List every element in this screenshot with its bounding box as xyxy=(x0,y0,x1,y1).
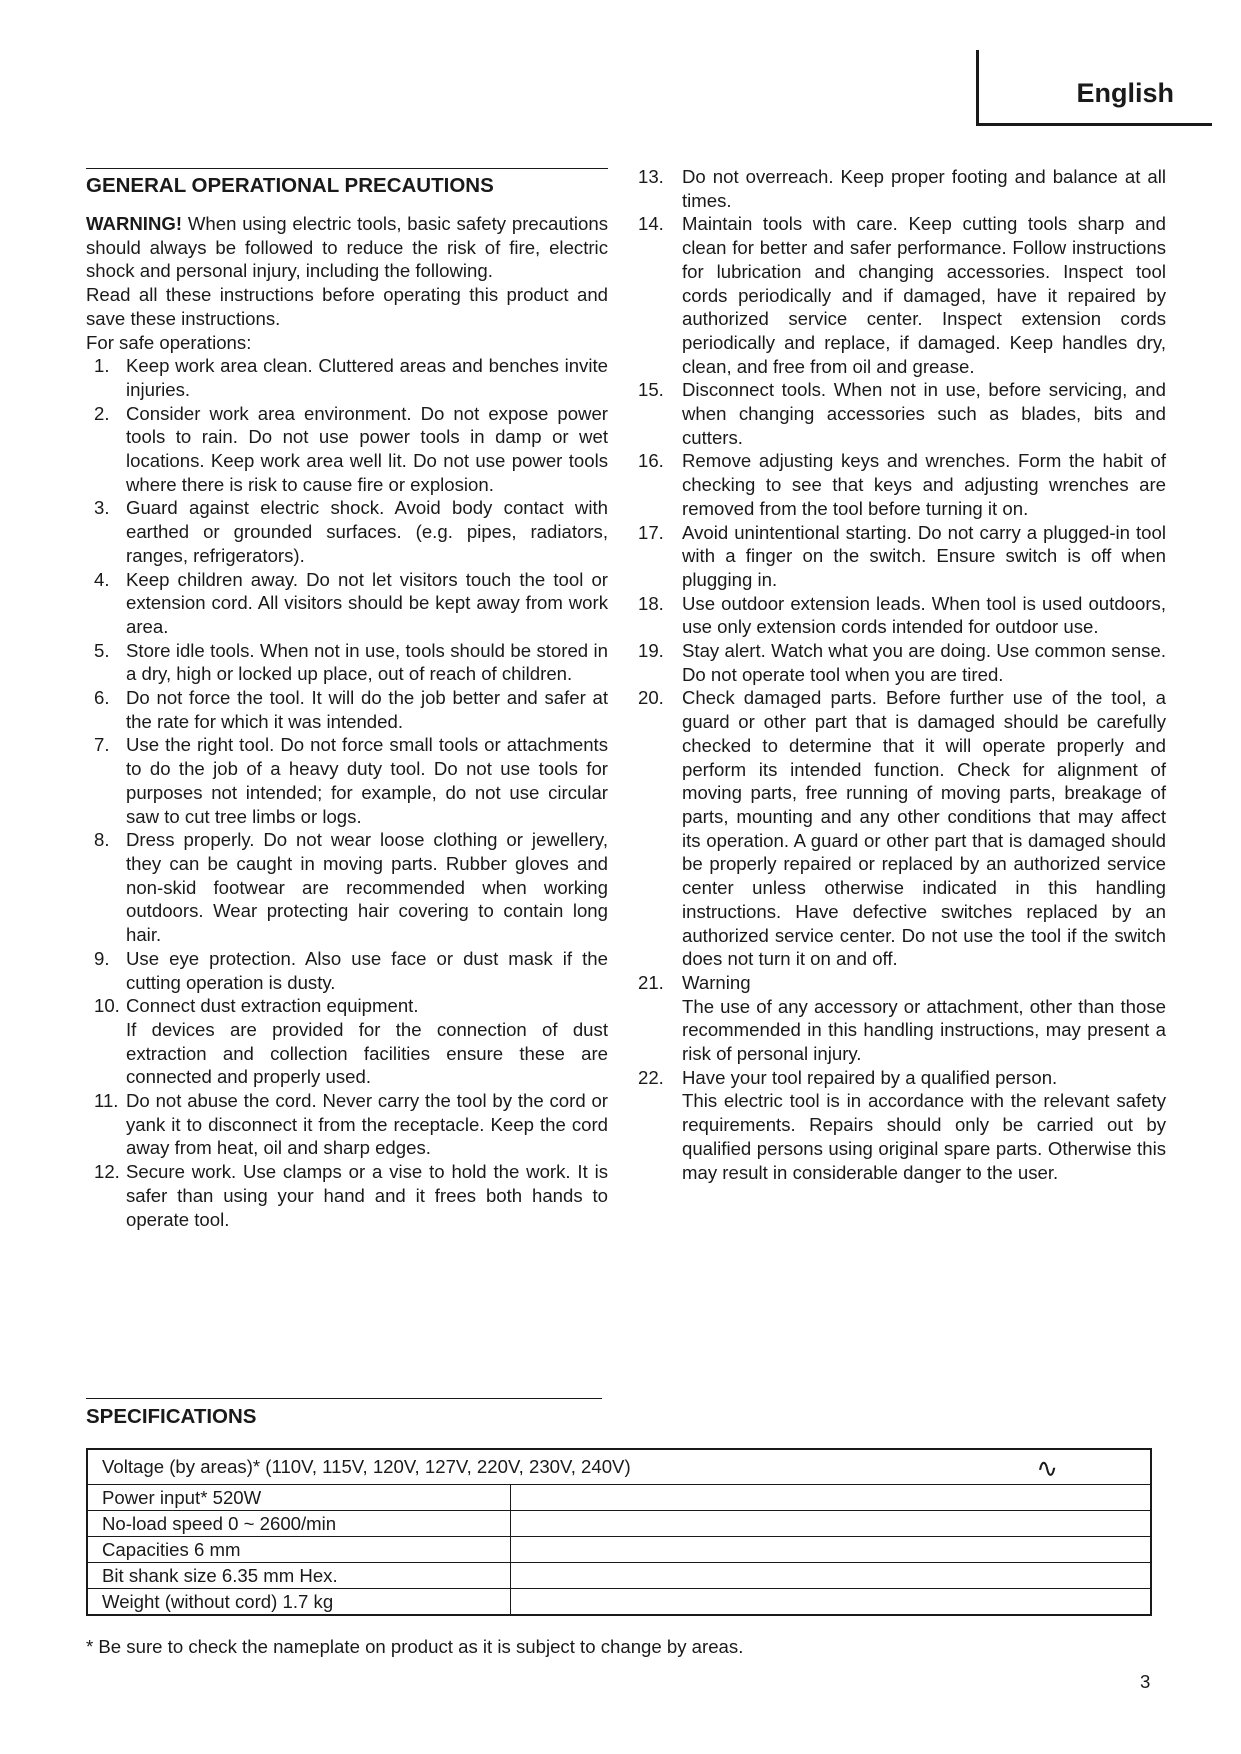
item-text: Dress properly. Do not wear loose clothing or jewellery, they can be caught in moving parts. Rubber gloves and non-skid footwear are recommended when working outdoors. Wear protecting hair covering to contain long hair. xyxy=(126,829,608,946)
spec-label: Weight (without cord) xyxy=(102,1590,278,1612)
spec-cell-empty xyxy=(511,1589,1152,1616)
spec-row xyxy=(87,1563,1151,1589)
spec-label: Bit shank size xyxy=(102,1564,217,1586)
item-number: 9. xyxy=(94,947,110,969)
spec-row xyxy=(87,1485,1151,1511)
section-title-precautions: GENERAL OPERATIONAL PRECAUTIONS xyxy=(86,168,608,198)
item-body xyxy=(682,592,1166,639)
spec-cell xyxy=(87,1563,511,1589)
spec-row xyxy=(87,1589,1151,1616)
precaution-list-left xyxy=(86,354,608,1231)
spec-cell xyxy=(87,1485,511,1511)
specifications-table xyxy=(86,1448,1152,1616)
precaution-item xyxy=(86,686,608,733)
item-number: 18. xyxy=(638,592,664,614)
precaution-item xyxy=(638,592,1166,639)
ac-symbol-icon: ∿ xyxy=(1036,1453,1058,1483)
spec-value: 6 mm xyxy=(194,1538,241,1560)
item-number: 10. xyxy=(94,995,120,1017)
precaution-item xyxy=(638,165,1166,212)
item-text: Disconnect tools. When not in use, before servicing, and when changing accessories such as blades, bits and cutters. xyxy=(682,379,1166,448)
precaution-item xyxy=(86,828,608,947)
spec-label: Power input* xyxy=(102,1486,208,1508)
item-body xyxy=(682,1066,1166,1185)
item-text: Store idle tools. When not in use, tools should be stored in a dry, high or locked up place, out of reach of children. xyxy=(126,639,608,685)
item-body xyxy=(126,402,608,497)
spec-voltage-cell xyxy=(87,1449,1151,1485)
item-body xyxy=(682,449,1166,520)
specifications-footnote: * Be sure to check the nameplate on product as it is subject to change by areas. xyxy=(86,1636,744,1657)
item-text: Consider work area environment. Do not expose power tools to rain. Do not use power tools in damp or wet locations. Keep work area well lit. Do not use power tools where there is risk to cause fire or explosion. xyxy=(126,402,608,495)
item-number: 7. xyxy=(94,734,110,756)
item-text: Do not abuse the cord. Never carry the tool by the cord or yank it to disconnect it from the receptacle. Keep the cord away from heat, oil and sharp edges. xyxy=(126,1090,608,1159)
precaution-item xyxy=(86,1089,608,1160)
item-number: 8. xyxy=(94,829,110,851)
spec-cell xyxy=(87,1511,511,1537)
precaution-item xyxy=(638,521,1166,592)
item-number: 22. xyxy=(638,1066,664,1088)
item-body xyxy=(682,639,1166,686)
item-body xyxy=(682,971,1166,1066)
item-number: 16. xyxy=(638,450,664,472)
spec-row xyxy=(87,1537,1151,1563)
read-instructions: Read all these instructions before operating this product and save these instructions. xyxy=(86,284,608,329)
precaution-item xyxy=(638,971,1166,1066)
precaution-item xyxy=(86,1160,608,1231)
warning-text: When using electric tools, basic safety precautions should always be followed to reduce the risk of fire, electric shock and personal injury, including the following. xyxy=(86,213,608,282)
precaution-item xyxy=(638,212,1166,378)
item-text: Use outdoor extension leads. When tool is used outdoors, use only extension cords intended for outdoor use. xyxy=(682,592,1166,638)
item-text: Use the right tool. Do not force small tools or attachments to do the job of a heavy duty tool. Do not use tools for purposes not intended; for example, do not use circular saw to cut tree limbs or logs. xyxy=(126,734,608,827)
item-body xyxy=(126,568,608,639)
item-number: 1. xyxy=(94,355,110,377)
item-number: 6. xyxy=(94,687,110,709)
spec-cell-empty xyxy=(511,1485,1152,1511)
item-heading: Connect dust extraction equipment. xyxy=(126,995,419,1017)
precaution-item xyxy=(638,686,1166,970)
item-number: 15. xyxy=(638,379,664,401)
item-text: The use of any accessory or attachment, other than those recommended in this handling instructions, may present a risk of personal injury. xyxy=(682,995,1166,1065)
item-body xyxy=(682,521,1166,592)
item-text: Maintain tools with care. Keep cutting tools sharp and clean for better and safer performance. Follow instructions for lubrication and changing accessories. Inspect tool cords periodically and if damaged, have it repaired by authorized service center. Inspect extension cords periodically and replace, if damaged. Keep handles dry, clean, and free from oil and grease. xyxy=(682,213,1166,377)
precaution-item xyxy=(638,449,1166,520)
item-text: Remove adjusting keys and wrenches. Form the habit of checking to see that keys and adjusting wrenches are removed from the tool before turning it on. xyxy=(682,450,1166,519)
precaution-item xyxy=(86,354,608,401)
item-number: 19. xyxy=(638,640,664,662)
item-number: 12. xyxy=(94,1161,120,1183)
item-text: Keep children away. Do not let visitors touch the tool or extension cord. All visitors should be kept away from work area. xyxy=(126,568,608,637)
right-column xyxy=(638,165,1166,1184)
item-number: 3. xyxy=(94,497,110,519)
item-body xyxy=(682,165,1166,212)
spec-row xyxy=(87,1511,1151,1537)
precaution-item xyxy=(638,1066,1166,1185)
for-safe-operations: For safe operations: xyxy=(86,331,252,353)
item-body xyxy=(126,639,608,686)
item-body xyxy=(126,994,608,1089)
item-body xyxy=(126,496,608,567)
spec-value: 0 ~ 2600/min xyxy=(228,1512,337,1534)
item-number: 5. xyxy=(94,639,110,661)
item-body xyxy=(126,354,608,401)
item-text: Do not force the tool. It will do the job better and safer at the rate for which it was intended. xyxy=(126,687,608,732)
precaution-item xyxy=(86,947,608,994)
item-number: 17. xyxy=(638,521,664,543)
spec-cell xyxy=(87,1537,511,1563)
language-label: English xyxy=(1076,78,1174,108)
item-text: Check damaged parts. Before further use of the tool, a guard or other part that is damaged should be carefully checked to determine that it will operate properly and perform its intended function. Check for alignment of moving parts, free running of moving parts, breakage of parts, mounting and any other conditions that may affect its operation. A guard or other part that is damaged should be properly repaired or replaced by an authorized service center unless otherwise indicated in this handling instructions. Have defective switches replaced by an authorized service center. Do not use the tool if the switch does not turn it on and off. xyxy=(682,687,1166,970)
item-body xyxy=(126,828,608,947)
precaution-item xyxy=(86,568,608,639)
item-text: Secure work. Use clamps or a vise to hold the work. It is safer than using your hand and it frees both hands to operate tool. xyxy=(126,1161,608,1230)
item-text: Use eye protection. Also use face or dust mask if the cutting operation is dusty. xyxy=(126,947,608,993)
item-text: Do not overreach. Keep proper footing and balance at all times. xyxy=(682,166,1166,211)
item-body xyxy=(126,733,608,828)
section-title-specifications: SPECIFICATIONS xyxy=(86,1398,602,1429)
spec-cell-empty xyxy=(511,1537,1152,1563)
item-text: Guard against electric shock. Avoid body contact with earthed or grounded surfaces. (e.g. pipes, radiators, ranges, refrigerators). xyxy=(126,497,608,566)
precaution-item xyxy=(638,378,1166,449)
spec-row-voltage xyxy=(87,1449,1151,1485)
item-body xyxy=(126,947,608,994)
warning-label: WARNING! xyxy=(86,213,183,234)
language-tab xyxy=(976,50,1212,126)
item-text: If devices are provided for the connection of dust extraction and collection facilities ensure these are connected and properly used. xyxy=(126,1018,608,1088)
spec-value: 520W xyxy=(212,1486,262,1508)
item-body xyxy=(126,1160,608,1231)
item-text: Stay alert. Watch what you are doing. Use common sense. Do not operate tool when you are tired. xyxy=(682,640,1166,685)
item-body xyxy=(682,686,1166,970)
precaution-item xyxy=(86,496,608,567)
spec-label: No-load speed xyxy=(102,1512,223,1534)
page-number: 3 xyxy=(1140,1671,1151,1692)
item-body xyxy=(682,212,1166,378)
spec-value: 1.7 kg xyxy=(282,1590,334,1612)
precaution-item xyxy=(86,733,608,828)
item-text: Keep work area clean. Cluttered areas and benches invite injuries. xyxy=(126,355,608,400)
item-number: 14. xyxy=(638,213,664,235)
spec-cell-empty xyxy=(511,1563,1152,1589)
precaution-item xyxy=(86,402,608,497)
item-number: 20. xyxy=(638,687,664,709)
item-number: 13. xyxy=(638,166,664,187)
precaution-item xyxy=(86,639,608,686)
item-number: 2. xyxy=(94,402,110,424)
item-number: 4. xyxy=(94,568,110,590)
spec-cell-empty xyxy=(511,1511,1152,1537)
spec-voltage: Voltage (by areas)* (110V, 115V, 120V, 127V, 220V, 230V, 240V) xyxy=(102,1456,631,1477)
item-body xyxy=(682,378,1166,449)
spec-cell xyxy=(87,1589,511,1616)
item-number: 21. xyxy=(638,971,664,993)
spec-label: Capacities xyxy=(102,1538,189,1560)
item-heading: Warning xyxy=(682,971,751,993)
item-body xyxy=(126,1089,608,1160)
precaution-list-right xyxy=(638,165,1166,1184)
item-body xyxy=(126,686,608,733)
left-column xyxy=(86,168,608,1231)
precaution-item xyxy=(638,639,1166,686)
warning-paragraph xyxy=(86,212,608,283)
item-text: This electric tool is in accordance with the relevant safety requirements. Repairs should only be carried out by qualified persons using original spare parts. Otherwise this may result in considerable danger to the user. xyxy=(682,1090,1166,1183)
precaution-item xyxy=(86,994,608,1089)
item-heading: Have your tool repaired by a qualified person. xyxy=(682,1066,1058,1088)
spec-value: 6.35 mm Hex. xyxy=(221,1564,338,1586)
item-number: 11. xyxy=(94,1090,119,1112)
item-text: Avoid unintentional starting. Do not carry a plugged-in tool with a finger on the switch. Ensure switch is off when plugging in. xyxy=(682,521,1166,590)
